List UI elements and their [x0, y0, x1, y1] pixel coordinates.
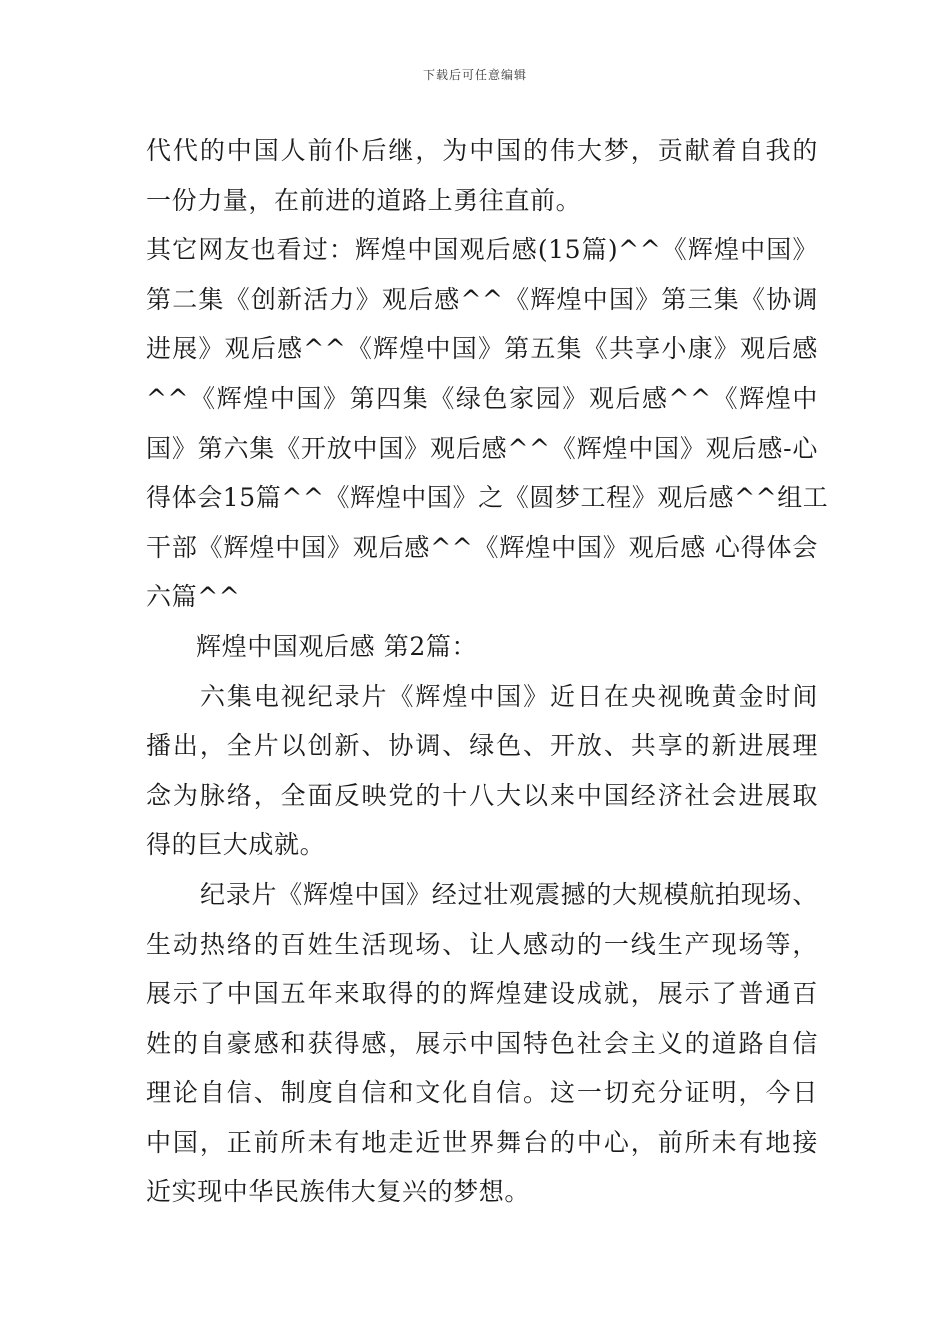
text-line: 得的巨大成就。 [146, 830, 326, 860]
text-line: 生动热络的百姓生活现场、让人感动的一线生产现场等， [146, 929, 818, 959]
text-line: 理论自信、制度自信和文化自信。这一切充分证明，今日 [146, 1078, 818, 1108]
text-line: ^^《辉煌中国》第四集《绿色家园》观后感^^《辉煌中 [146, 383, 818, 413]
text-line: 近实现中华民族伟大复兴的梦想。 [146, 1177, 531, 1207]
text-line: 得体会15篇^^《辉煌中国》之《圆梦工程》观后感^^组工 [146, 483, 829, 513]
text-line: 中国，正前所未有地走近世界舞台的中心，前所未有地接 [146, 1127, 818, 1157]
document-body [146, 126, 829, 1217]
text-line: 展示了中国五年来取得的的辉煌建设成就，展示了普通百 [146, 979, 818, 1009]
text-line: 播出，全片以创新、协调、绿色、开放、共享的新进展理 [146, 731, 818, 761]
section-heading: 辉煌中国观后感 第2篇： [196, 631, 478, 661]
text-line: 第二集《创新活力》观后感^^《辉煌中国》第三集《协调 [146, 284, 818, 314]
text-line: 姓的自豪感和获得感，展示中国特色社会主义的道路自信 [146, 1028, 818, 1058]
text-line: 纪录片《辉煌中国》经过壮观震撼的大规模航拍现场、 [200, 879, 818, 909]
text-line: 念为脉络，全面反映党的十八大以来中国经济社会进展取 [146, 780, 818, 810]
text-line: 一份力量，在前进的道路上勇往直前。 [146, 185, 582, 215]
page-header: 下载后可任意编辑 [422, 68, 527, 82]
text-line: 六集电视纪录片《辉煌中国》近日在央视晚黄金时间 [200, 681, 818, 711]
text-line: 六篇^^ [146, 582, 241, 612]
text-line: 国》第六集《开放中国》观后感^^《辉煌中国》观后感-心 [146, 433, 818, 463]
text-line: 其它网友也看过：辉煌中国观后感(15篇)^^《辉煌中国》 [146, 235, 818, 265]
text-line: 进展》观后感^^《辉煌中国》第五集《共享小康》观后感 [146, 334, 818, 364]
text-line: 代代的中国人前仆后继，为中国的伟大梦，贡献着自我的 [146, 136, 818, 165]
text-line: 干部《辉煌中国》观后感^^《辉煌中国》观后感 心得体会 [146, 532, 818, 562]
